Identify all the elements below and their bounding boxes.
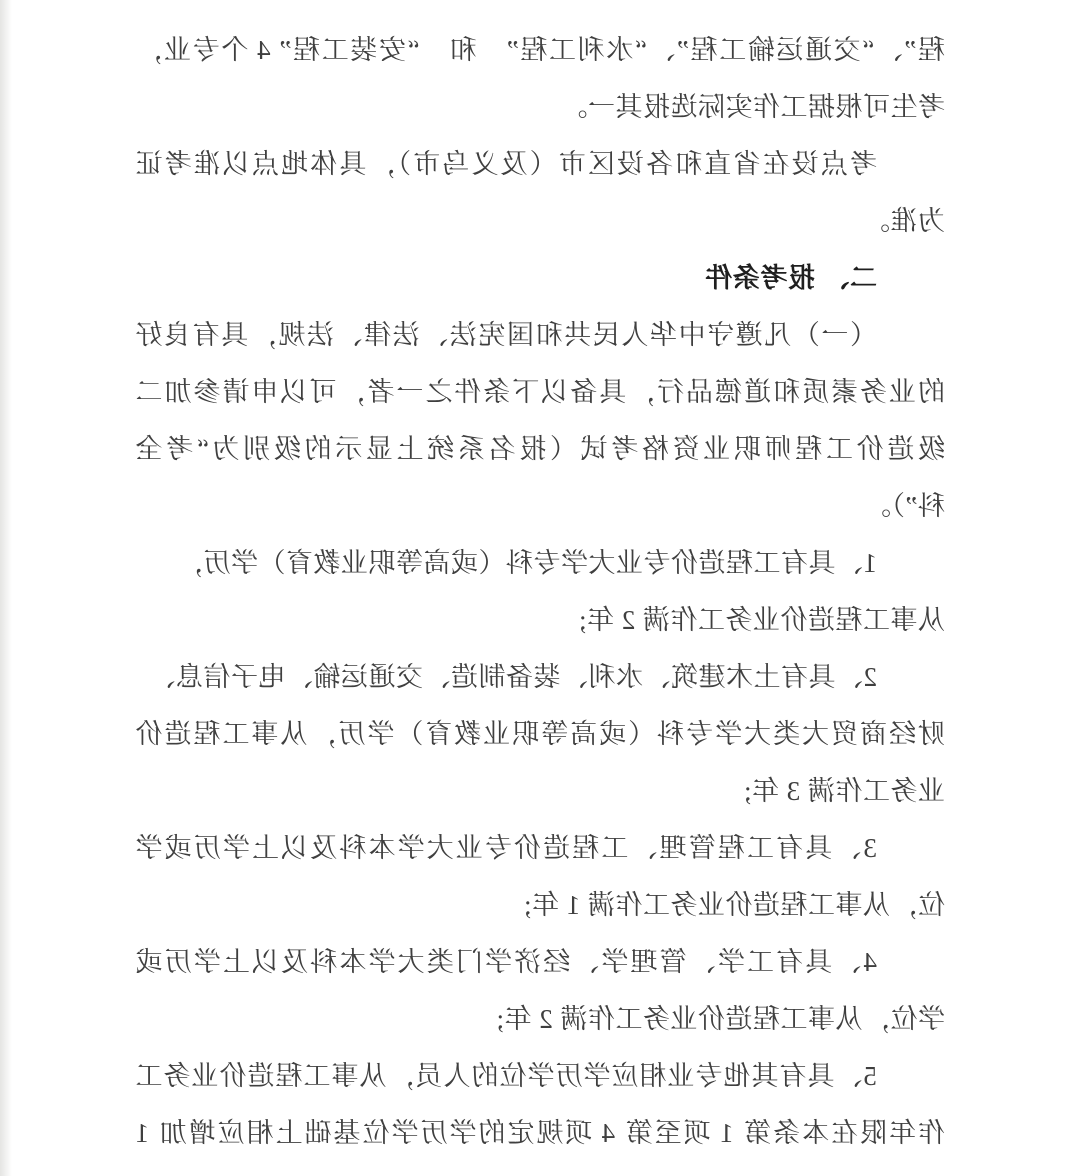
document-line: 作年限在本条第 1 项至第 4 项规定的学历学位基础上相应增加 1 — [135, 1118, 945, 1148]
document-line: 级造价工程师职业资格考试（报名系统上显示的级别为“考全 — [135, 434, 945, 464]
document-line: 从事工程造价业务工作满 2 年; — [578, 605, 945, 635]
document-line: 4、具有工学、管理学、经济学门类大学本科及以上学历或 — [135, 947, 877, 977]
document-line: 业务工作满 3 年; — [743, 776, 945, 806]
document-line: 程”、“交通运输工程”、“水利工程” 和 “安装工程” 4 个专业， — [135, 35, 945, 65]
document-line: 考生可根据工作实际选报其一。 — [560, 92, 945, 122]
document-line: 2、具有土木建筑、水利、装备制造、交通运输、电子信息、 — [148, 662, 877, 692]
document-line: 科”）。 — [863, 491, 945, 521]
section-heading: 二、 报考条件 — [704, 263, 877, 293]
document-line: 3、具有工程管理、工程造价专业大学本科及以上学历或学 — [135, 833, 877, 863]
document-line: （一）凡遵守中华人民共和国宪法、法律、法规，具有良好 — [135, 320, 877, 350]
document-line: 的业务素质和道德品行，具备以下条件之一者，可以申请参加二 — [135, 377, 945, 407]
document-line: 1、具有工程造价专业大学专科（或高等职业教育）学历， — [175, 548, 877, 578]
document-line: 财经商贸大类大学专科（或高等职业教育）学历，从事工程造价 — [135, 719, 945, 749]
document-line: 学位，从事工程造价业务工作满 2 年; — [495, 1004, 945, 1034]
document-line: 位，从事工程造价业务工作满 1 年; — [523, 890, 945, 920]
document-line: 考点设在省直和各设区市（及义乌市），具体地点以准考证 — [135, 149, 877, 179]
document-line: 5、具有其他专业相应学历学位的人员，从事工程造价业务工 — [135, 1061, 877, 1091]
document-line: 为准。 — [862, 206, 945, 236]
